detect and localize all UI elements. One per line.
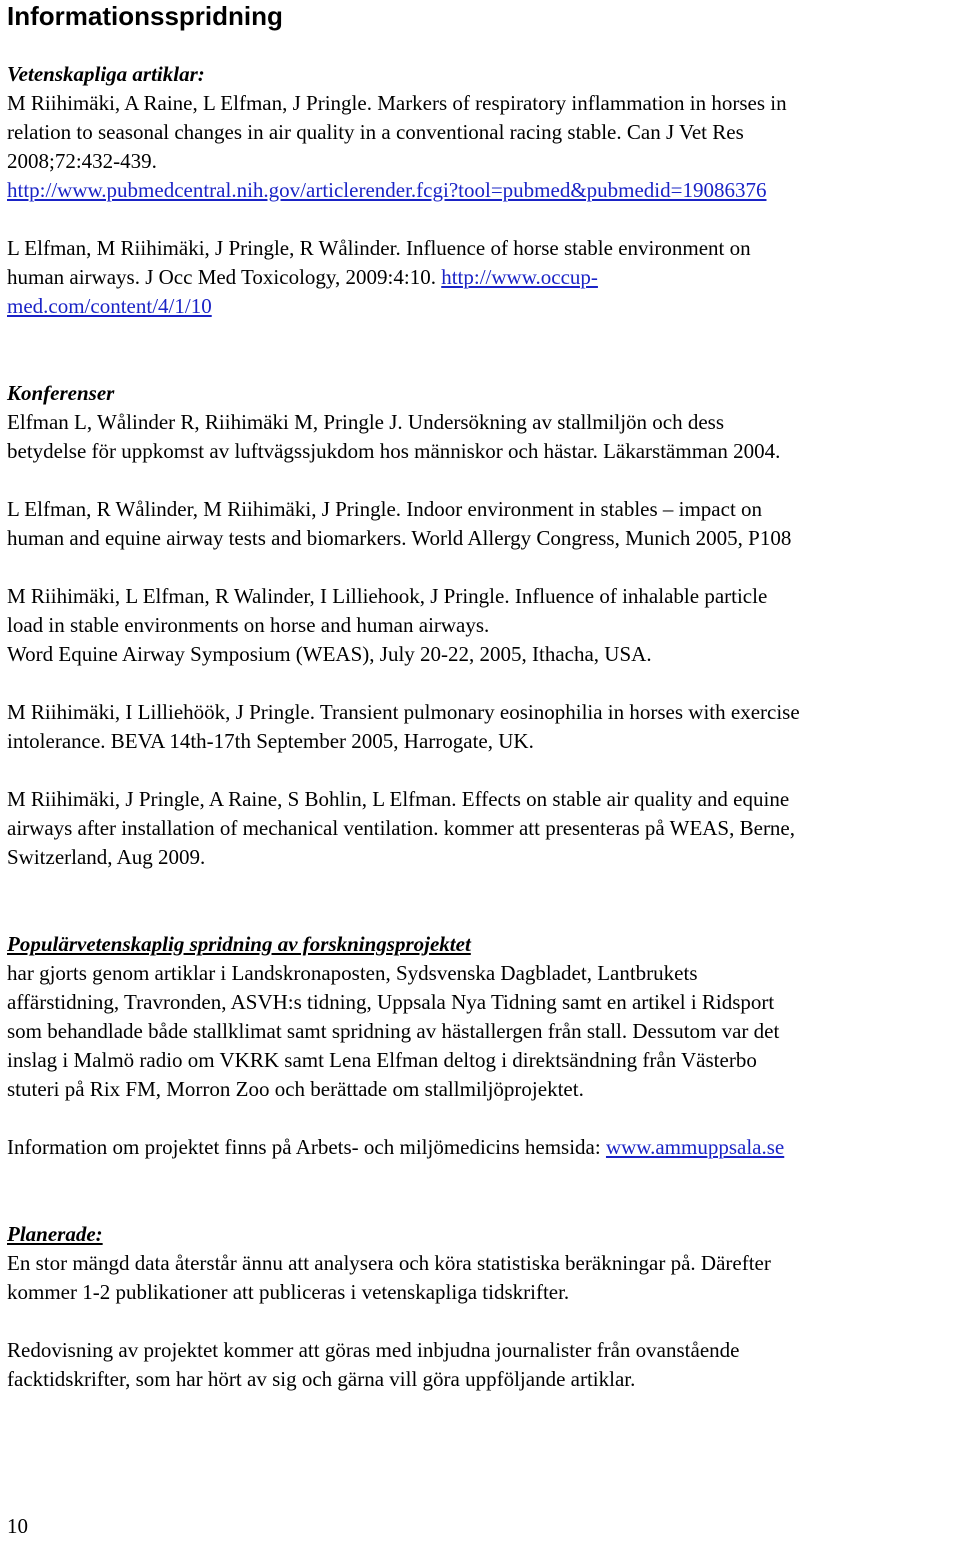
conference-1-line-1: Elfman L, Wålinder R, Riihimäki M, Pringle J. Undersökning av stallmiljön och dess [7, 410, 725, 434]
section-heading-popular-science: Populärvetenskaplig spridning av forskningsprojektet [7, 932, 471, 956]
article-2-text: human airways. J Occ Med Toxicology, 2009:4:10. [7, 265, 436, 289]
article-1-link[interactable]: http://www.pubmedcentral.nih.gov/articlerender.fcgi?tool=pubmed&pubmedid=19086376 [7, 178, 767, 202]
conference-1-line-2: betydelse för uppkomst av luftvägssjukdom hos människor och hästar. Läkarstämman 2004. [7, 439, 781, 463]
popular-line-4: inslag i Malmö radio om VKRK samt Lena Elfman deltog i direktsändning från Västerbo [7, 1048, 757, 1072]
conference-5-line-3: Switzerland, Aug 2009. [7, 845, 206, 869]
planned-2-line-1: Redovisning av projektet kommer att göras med inbjudna journalister från ovanstående [7, 1338, 740, 1362]
info-line [7, 1133, 784, 1162]
conference-5-line-1: M Riihimäki, J Pringle, A Raine, S Bohlin, L Elfman. Effects on stable air quality and equine [7, 787, 790, 811]
conference-3-line-3: Word Equine Airway Symposium (WEAS), July 20-22, 2005, Ithacha, USA. [7, 642, 652, 666]
article-2-link-part-2[interactable]: med.com/content/4/1/10 [7, 294, 212, 318]
article-1-line-3: 2008;72:432-439. [7, 149, 157, 173]
conference-3-line-2: load in stable environments on horse and human airways. [7, 613, 490, 637]
website-link[interactable]: www.ammuppsala.se [605, 1135, 785, 1159]
popular-line-2: affärstidning, Travronden, ASVH:s tidning, Uppsala Nya Tidning samt en artikel i Ridsport [7, 990, 775, 1014]
conference-4-line-1: M Riihimäki, I Lilliehöök, J Pringle. Transient pulmonary eosinophilia in horses with exercise [7, 700, 800, 724]
article-1-line-4 [7, 176, 767, 205]
popular-line-3: som behandlade både stallklimat samt spridning av hästallergen från stall. Dessutom var det [7, 1019, 780, 1043]
planned-1-line-2: kommer 1-2 publikationer att publiceras i vetenskapliga tidskrifter. [7, 1280, 570, 1304]
planned-2-line-2: facktidskrifter, som har hört av sig och gärna vill göra uppföljande artiklar. [7, 1367, 636, 1391]
conference-2-line-2: human and equine airway tests and biomarkers. World Allergy Congress, Munich 2005, P108 [7, 526, 792, 550]
article-2-line-3 [7, 292, 212, 321]
article-2-line-2 [7, 263, 598, 292]
article-2-link-part-1[interactable]: http://www.occup- [441, 265, 598, 289]
popular-line-1: har gjorts genom artiklar i Landskronaposten, Sydsvenska Dagbladet, Lantbrukets [7, 961, 698, 985]
page-number: 10 [7, 1514, 28, 1538]
conference-5-line-2: airways after installation of mechanical ventilation. kommer att presenteras på WEAS, Berne, [7, 816, 796, 840]
conference-2-line-1: L Elfman, R Wålinder, M Riihimäki, J Pringle. Indoor environment in stables – impact on [7, 497, 763, 521]
conference-3-line-1: M Riihimäki, L Elfman, R Walinder, I Lilliehook, J Pringle. Influence of inhalable particle [7, 584, 768, 608]
popular-line-5: stuteri på Rix FM, Morron Zoo och berättade om stallmiljöprojektet. [7, 1077, 584, 1101]
article-2-line-1: L Elfman, M Riihimäki, J Pringle, R Wålinder. Influence of horse stable environment on [7, 236, 751, 260]
article-1-line-1: M Riihimäki, A Raine, L Elfman, J Pringle. Markers of respiratory inflammation in horses in [7, 91, 787, 115]
article-1-line-2: relation to seasonal changes in air quality in a conventional racing stable. Can J Vet Res [7, 120, 744, 144]
page-title: Informationsspridning [7, 1, 283, 31]
section-heading-planned: Planerade: [7, 1222, 103, 1246]
planned-1-line-1: En stor mängd data återstår ännu att analysera och köra statistiska beräkningar på. Därefter [7, 1251, 771, 1275]
section-heading-conferences: Konferenser [7, 381, 115, 405]
info-text: Information om projektet finns på Arbets- och miljömedicins hemsida: [7, 1135, 601, 1159]
section-heading-articles: Vetenskapliga artiklar: [7, 62, 205, 86]
conference-4-line-2: intolerance. BEVA 14th-17th September 2005, Harrogate, UK. [7, 729, 534, 753]
